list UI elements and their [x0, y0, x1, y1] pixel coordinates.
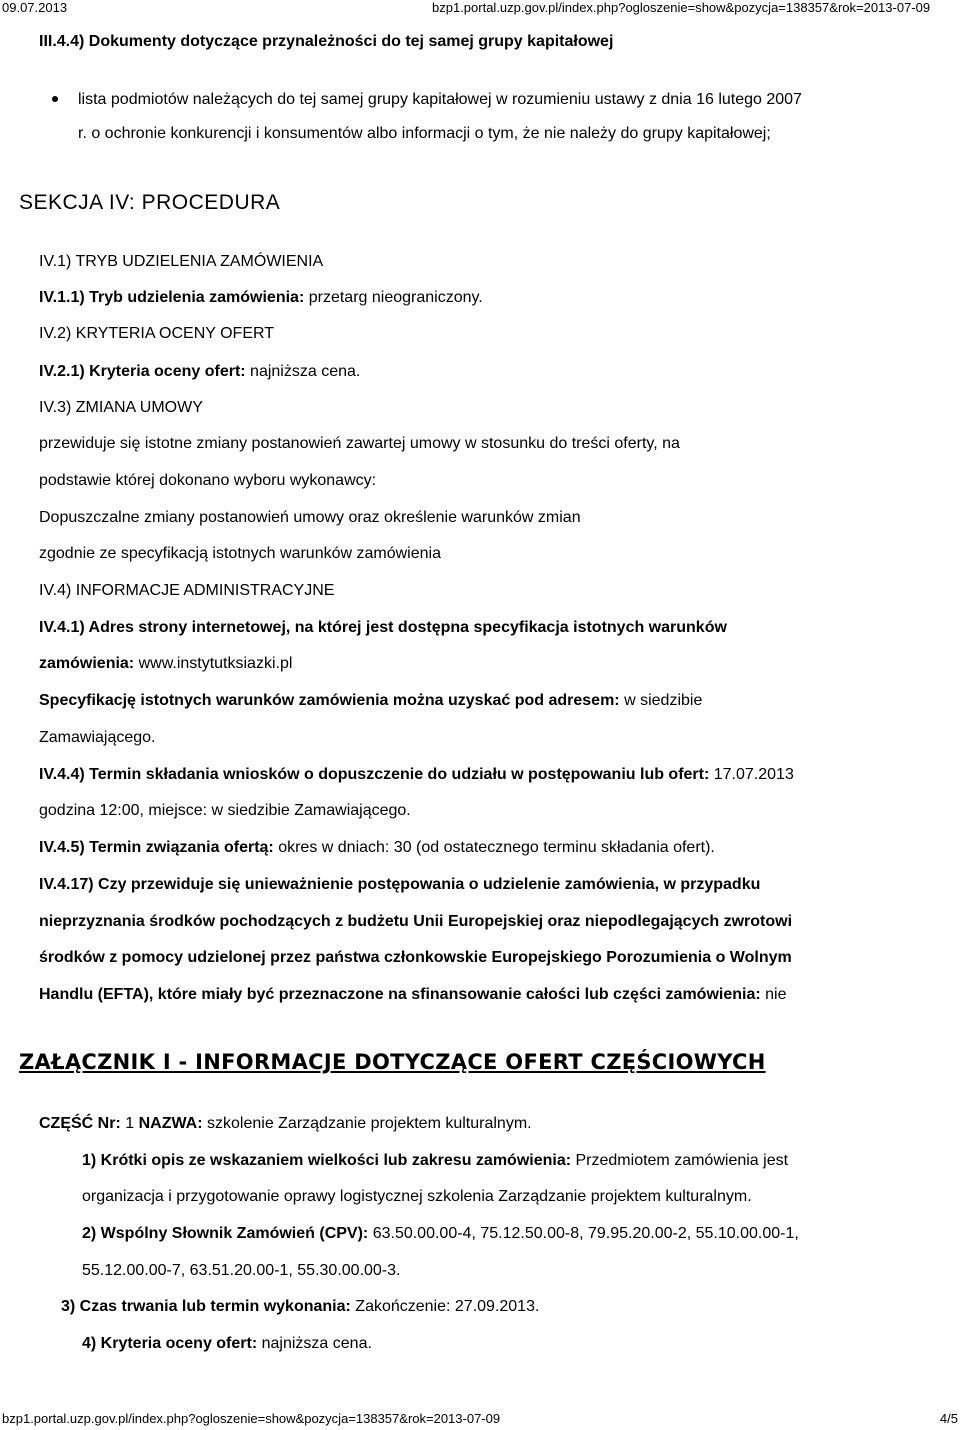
- field-value: najniższa cena.: [257, 1335, 372, 1352]
- part-line: [39, 1114, 532, 1134]
- field-iv-2-1: [39, 362, 360, 382]
- field-label: zamówienia:: [39, 655, 135, 672]
- text-line: środków z pomocy udzielonej przez państwa członkowskie Europejskiego Porozumienia o Wolnym: [39, 949, 792, 966]
- annex-item-1: [82, 1151, 788, 1171]
- field-label: 4) Kryteria oceny ofert:: [82, 1335, 258, 1352]
- field-iv-4-17-cont: [39, 985, 786, 1005]
- field-iv-4-4: [39, 765, 794, 785]
- section-title: SEKCJA IV: PROCEDURA: [19, 191, 281, 214]
- field-label: Handlu (EFTA), które miały być przeznaczone na sfinansowanie całości lub części zamówienia:: [39, 986, 761, 1003]
- field-value: Przedmiotem zamówienia jest: [571, 1152, 789, 1169]
- field-label: NAZWA:: [138, 1115, 203, 1132]
- heading-iv-1: IV.1) TRYB UDZIELENIA ZAMÓWIENIA: [39, 253, 324, 270]
- field-value: przetarg nieograniczony.: [304, 289, 483, 306]
- field-value: nie: [760, 986, 787, 1003]
- text-line: przewiduje się istotne zmiany postanowień zawartej umowy w stosunku do treści oferty, na: [39, 435, 680, 452]
- text-line: Zamawiającego.: [39, 729, 156, 746]
- text-line: 55.12.00.00-7, 63.51.20.00-1, 55.30.00.00-3.: [82, 1262, 401, 1279]
- text-line: godzina 12:00, miejsce: w siedzibie Zamawiającego.: [39, 802, 411, 819]
- heading-iii-4-4: III.4.4) Dokumenty dotyczące przynależności do tej samej grupy kapitałowej: [39, 33, 614, 50]
- field-label: IV.4.4) Termin składania wniosków o dopuszczenie do udziału w postępowaniu lub ofert:: [39, 766, 710, 783]
- field-spec: [39, 691, 702, 711]
- field-value: 63.50.00.00-4, 75.12.50.00-8, 79.95.20.00-2, 55.10.00.00-1,: [368, 1225, 799, 1242]
- field-iv-4-1: IV.4.1) Adres strony internetowej, na której jest dostępna specyfikacja istotnych warunków: [39, 619, 727, 636]
- field-iv-4-1-cont: [39, 654, 292, 674]
- annex-item-2: [82, 1224, 799, 1244]
- field-value: najniższa cena.: [245, 363, 361, 380]
- field-iv-4-17: IV.4.17) Czy przewiduje się unieważnienie postępowania o udzielenie zamówienia, w przypadku: [39, 876, 761, 893]
- field-label: Specyfikację istotnych warunków zamówienia można uzyskać pod adresem:: [39, 692, 620, 709]
- field-iv-4-5: [39, 838, 715, 858]
- field-value: w siedzibie: [619, 692, 703, 709]
- heading-iv-4: IV.4) INFORMACJE ADMINISTRACYJNE: [39, 582, 335, 599]
- field-value: okres w dniach: 30 (od ostatecznego terminu składania ofert).: [273, 839, 715, 856]
- footer-url: bzp1.portal.uzp.gov.pl/index.php?ogloszenie=show&pozycja=138357&rok=2013-07-09: [2, 1411, 501, 1426]
- field-label: 3) Czas trwania lub termin wykonania:: [61, 1298, 351, 1315]
- text-line: podstawie której dokonano wyboru wykonawcy:: [39, 472, 377, 489]
- annex-item-4: [82, 1334, 372, 1354]
- text-line: nieprzyznania środków pochodzących z budżetu Unii Europejskiej oraz niepodlegających zwrotowi: [39, 913, 793, 930]
- field-label: IV.1.1) Tryb udzielenia zamówienia:: [39, 289, 305, 306]
- field-value: 1: [120, 1115, 139, 1132]
- annex-item-3: [61, 1297, 539, 1317]
- field-value: 17.07.2013: [709, 766, 794, 783]
- field-iv-1-1: [39, 288, 483, 308]
- annex-title: ZAŁĄCZNIK I - INFORMACJE DOTYCZĄCE OFERT CZĘŚCIOWYCH: [19, 1050, 766, 1074]
- heading-iv-2: IV.2) KRYTERIA OCENY OFERT: [39, 325, 275, 342]
- field-label: IV.2.1) Kryteria oceny ofert:: [39, 363, 246, 380]
- field-value: szkolenie Zarządzanie projektem kulturalnym.: [202, 1115, 532, 1132]
- text-line: Dopuszczalne zmiany postanowień umowy oraz określenie warunków zmian: [39, 509, 581, 526]
- print-url: bzp1.portal.uzp.gov.pl/index.php?ogloszenie=show&pozycja=138357&rok=2013-07-09: [432, 0, 931, 15]
- field-label: CZĘŚĆ Nr:: [39, 1115, 121, 1132]
- page-number: 4/5: [939, 1411, 958, 1426]
- text-line: zgodnie ze specyfikacją istotnych warunków zamówienia: [39, 545, 441, 562]
- field-label: 2) Wspólny Słownik Zamówień (CPV):: [82, 1225, 369, 1242]
- list-bullet: [52, 96, 58, 102]
- heading-iv-3: IV.3) ZMIANA UMOWY: [39, 399, 203, 416]
- text-line: organizacja i przygotowanie oprawy logistycznej szkolenia Zarządzanie projektem kulturalnym.: [82, 1188, 752, 1205]
- field-label: 1) Krótki opis ze wskazaniem wielkości lub zakresu zamówienia:: [82, 1152, 572, 1169]
- print-date: 09.07.2013: [2, 0, 68, 15]
- website-value: www.instytutksiazki.pl: [134, 655, 293, 672]
- field-value: Zakończenie: 27.09.2013.: [350, 1298, 540, 1315]
- list-item-line: r. o ochronie konkurencji i konsumentów albo informacji o tym, że nie należy do grupy kapitałowej;: [78, 125, 771, 142]
- list-item-line: lista podmiotów należących do tej samej grupy kapitałowej w rozumieniu ustawy z dnia 16 lutego 2007: [78, 91, 802, 108]
- field-label: IV.4.5) Termin związania ofertą:: [39, 839, 274, 856]
